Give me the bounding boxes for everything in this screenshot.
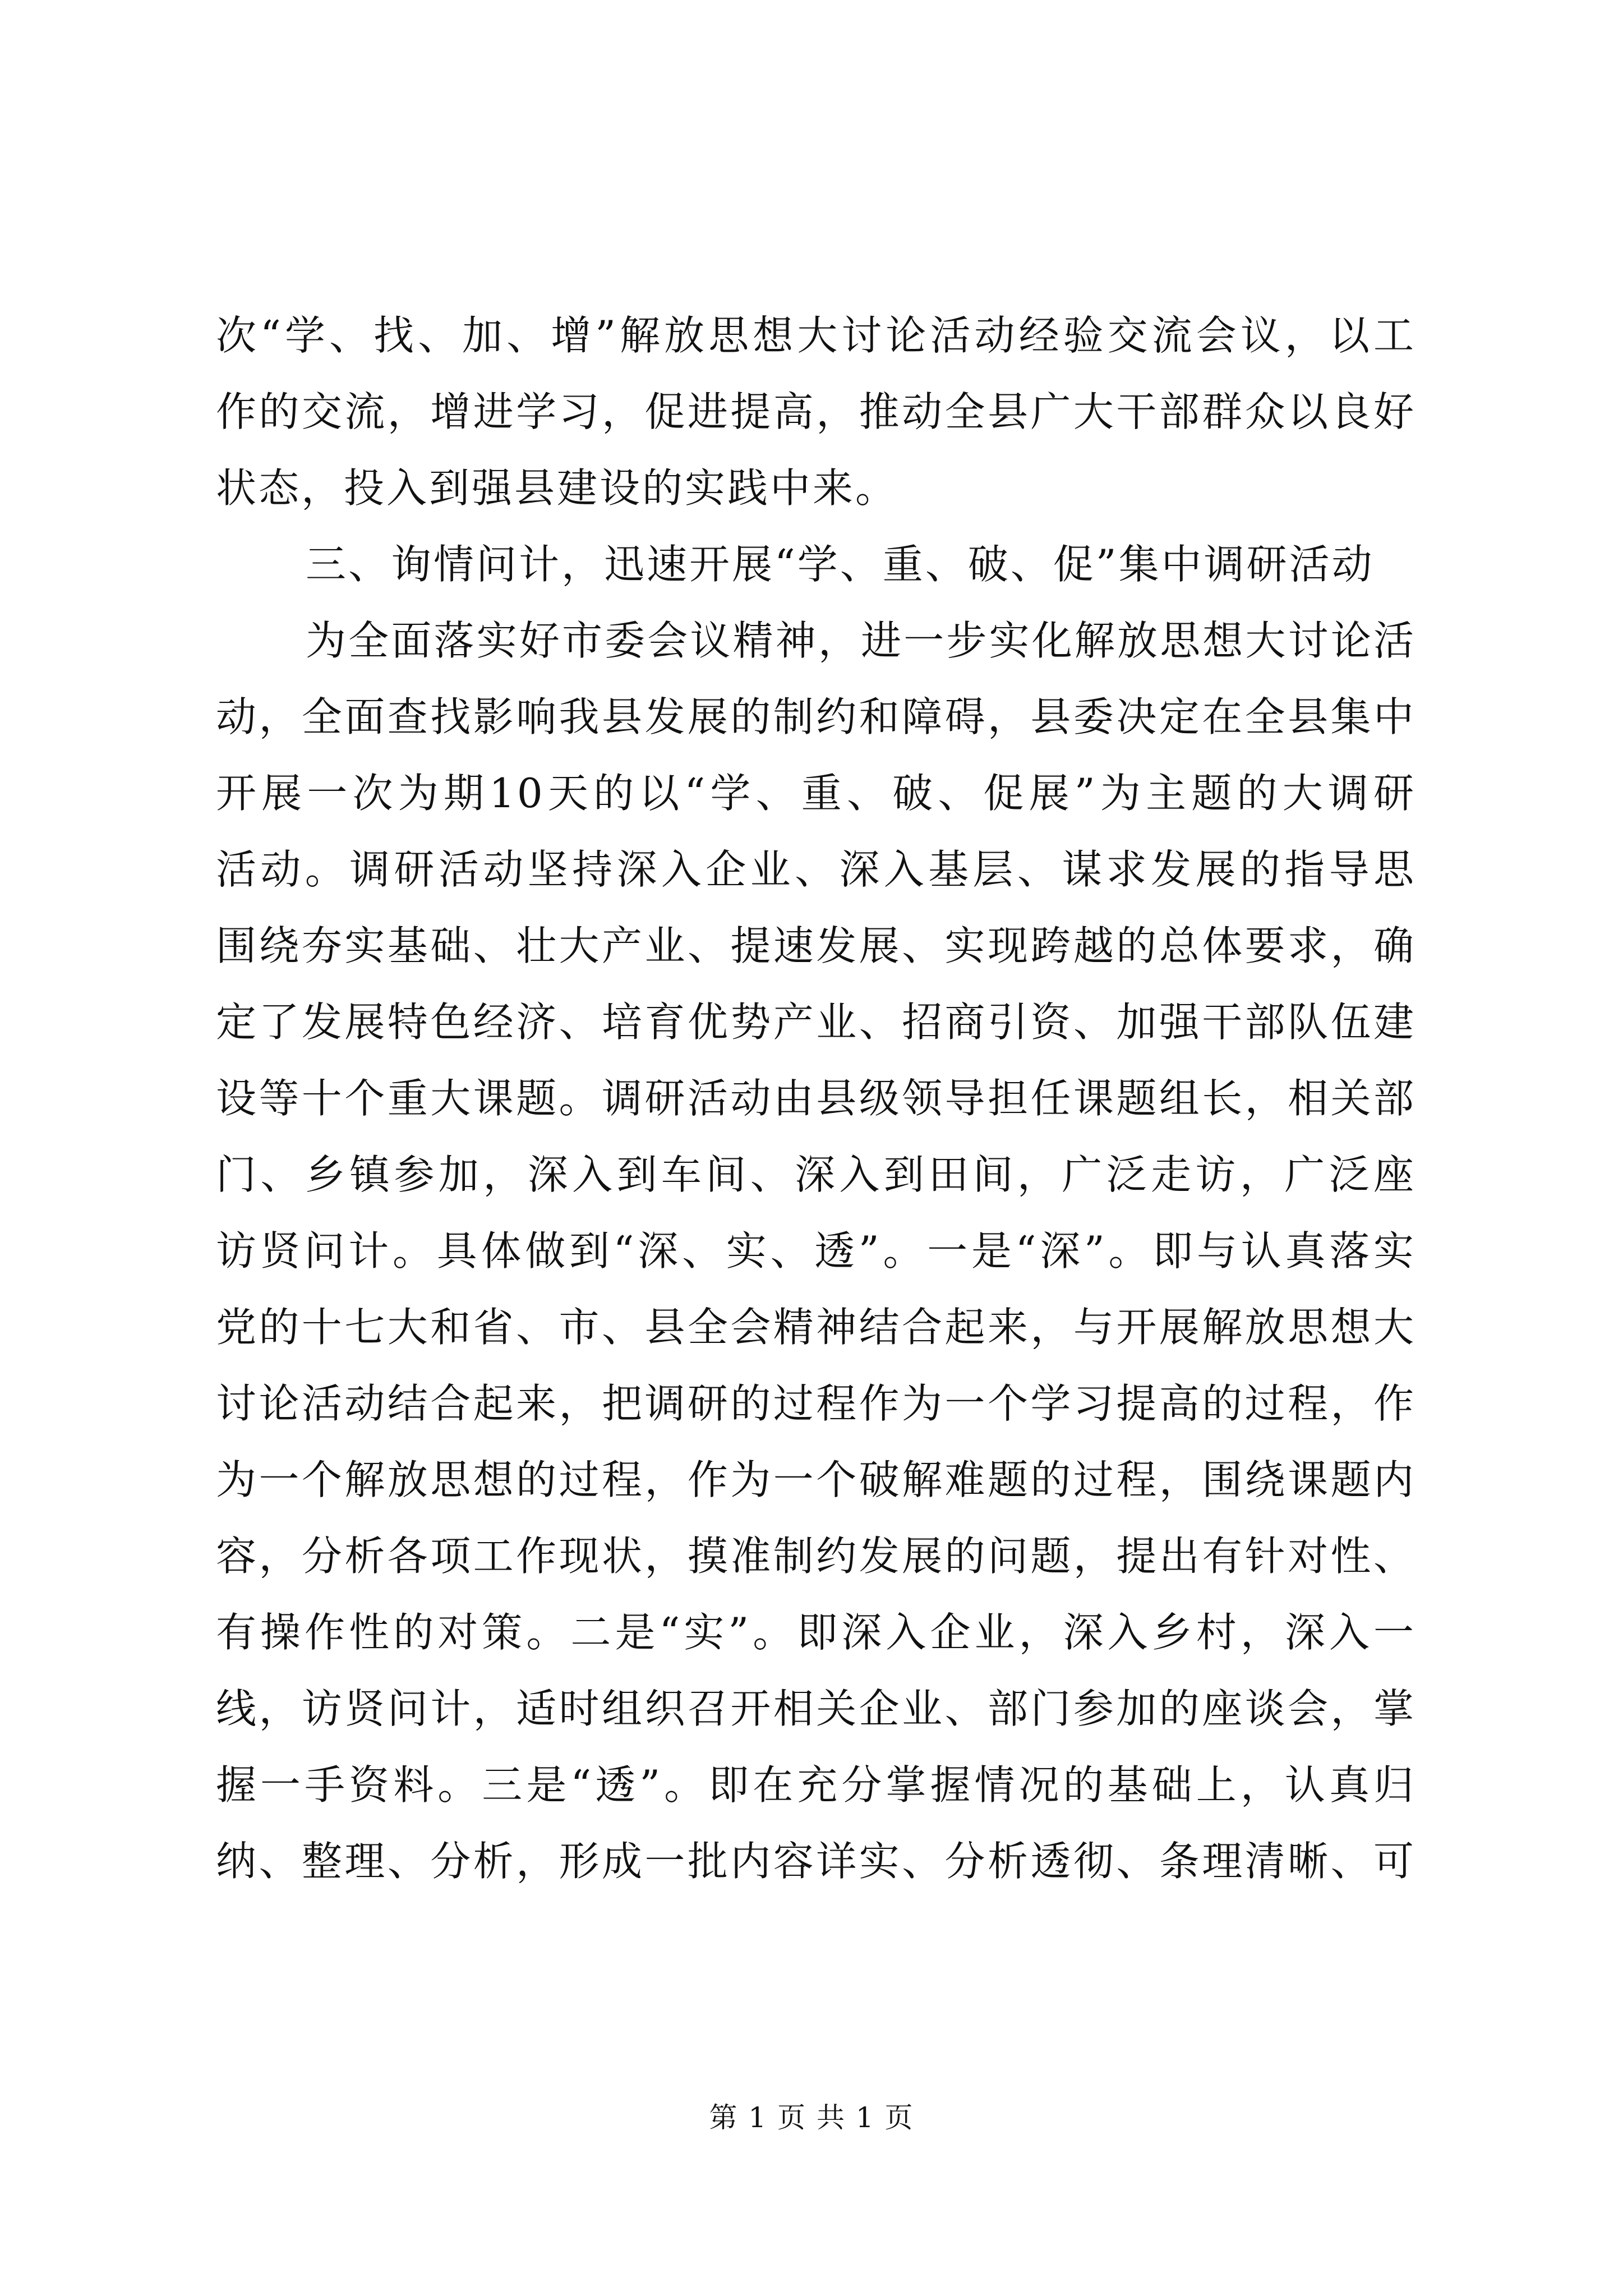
text-line: 定了发展特色经济、培育优势产业、招商引资、加强干部队伍建 bbox=[216, 999, 1416, 1046]
text-line: 纳、整理、分析，形成一批内容详实、分析透彻、条理清晰、可 bbox=[216, 1838, 1416, 1885]
text-line: 围绕夯实基础、壮大产业、提速发展、实现跨越的总体要求，确 bbox=[216, 922, 1416, 969]
text-line: 为全面落实好市委会议精神，进一步实化解放思想大讨论活 bbox=[306, 617, 1416, 664]
text-line: 动，全面查找影响我县发展的制约和障碍，县委决定在全县集中 bbox=[216, 693, 1416, 740]
text-line: 开展一次为期10天的以“学、重、破、促展”为主题的大调研 bbox=[216, 770, 1416, 817]
section-heading: 三、询情问计，迅速开展“学、重、破、促”集中调研活动 bbox=[306, 541, 1375, 588]
text-line: 容，分析各项工作现状，摸准制约发展的问题，提出有针对性、 bbox=[216, 1533, 1416, 1580]
text-line: 为一个解放思想的过程，作为一个破解难题的过程，围绕课题内 bbox=[216, 1456, 1416, 1503]
text-line: 门、乡镇参加，深入到车间、深入到田间，广泛走访，广泛座 bbox=[216, 1151, 1416, 1198]
text-line: 讨论活动结合起来，把调研的过程作为一个学习提高的过程，作 bbox=[216, 1380, 1416, 1427]
text-line: 有操作性的对策。二是“实”。即深入企业，深入乡村，深入一 bbox=[216, 1609, 1416, 1656]
text-line: 状态，投入到强县建设的实践中来。 bbox=[216, 464, 898, 512]
text-line: 次“学、找、加、增”解放思想大讨论活动经验交流会议，以工 bbox=[216, 312, 1416, 359]
document-body bbox=[216, 297, 1416, 1899]
text-line: 线，访贤问计，适时组织召开相关企业、部门参加的座谈会，掌 bbox=[216, 1685, 1416, 1732]
text-line: 握一手资料。三是“透”。即在充分掌握情况的基础上，认真归 bbox=[216, 1761, 1416, 1809]
page-number-footer: 第 1 页 共 1 页 bbox=[709, 2101, 914, 2134]
text-line: 设等十个重大课题。调研活动由县级领导担任课题组长，相关部 bbox=[216, 1075, 1416, 1122]
text-line: 访贤问计。具体做到“深、实、透”。一是“深”。即与认真落实 bbox=[216, 1227, 1416, 1274]
text-line: 党的十七大和省、市、县全会精神结合起来，与开展解放思想大 bbox=[216, 1304, 1416, 1351]
text-line: 活动。调研活动坚持深入企业、深入基层、谋求发展的指导思 bbox=[216, 846, 1416, 893]
text-line: 作的交流，增进学习，促进提高，推动全县广大干部群众以良好 bbox=[216, 388, 1416, 435]
